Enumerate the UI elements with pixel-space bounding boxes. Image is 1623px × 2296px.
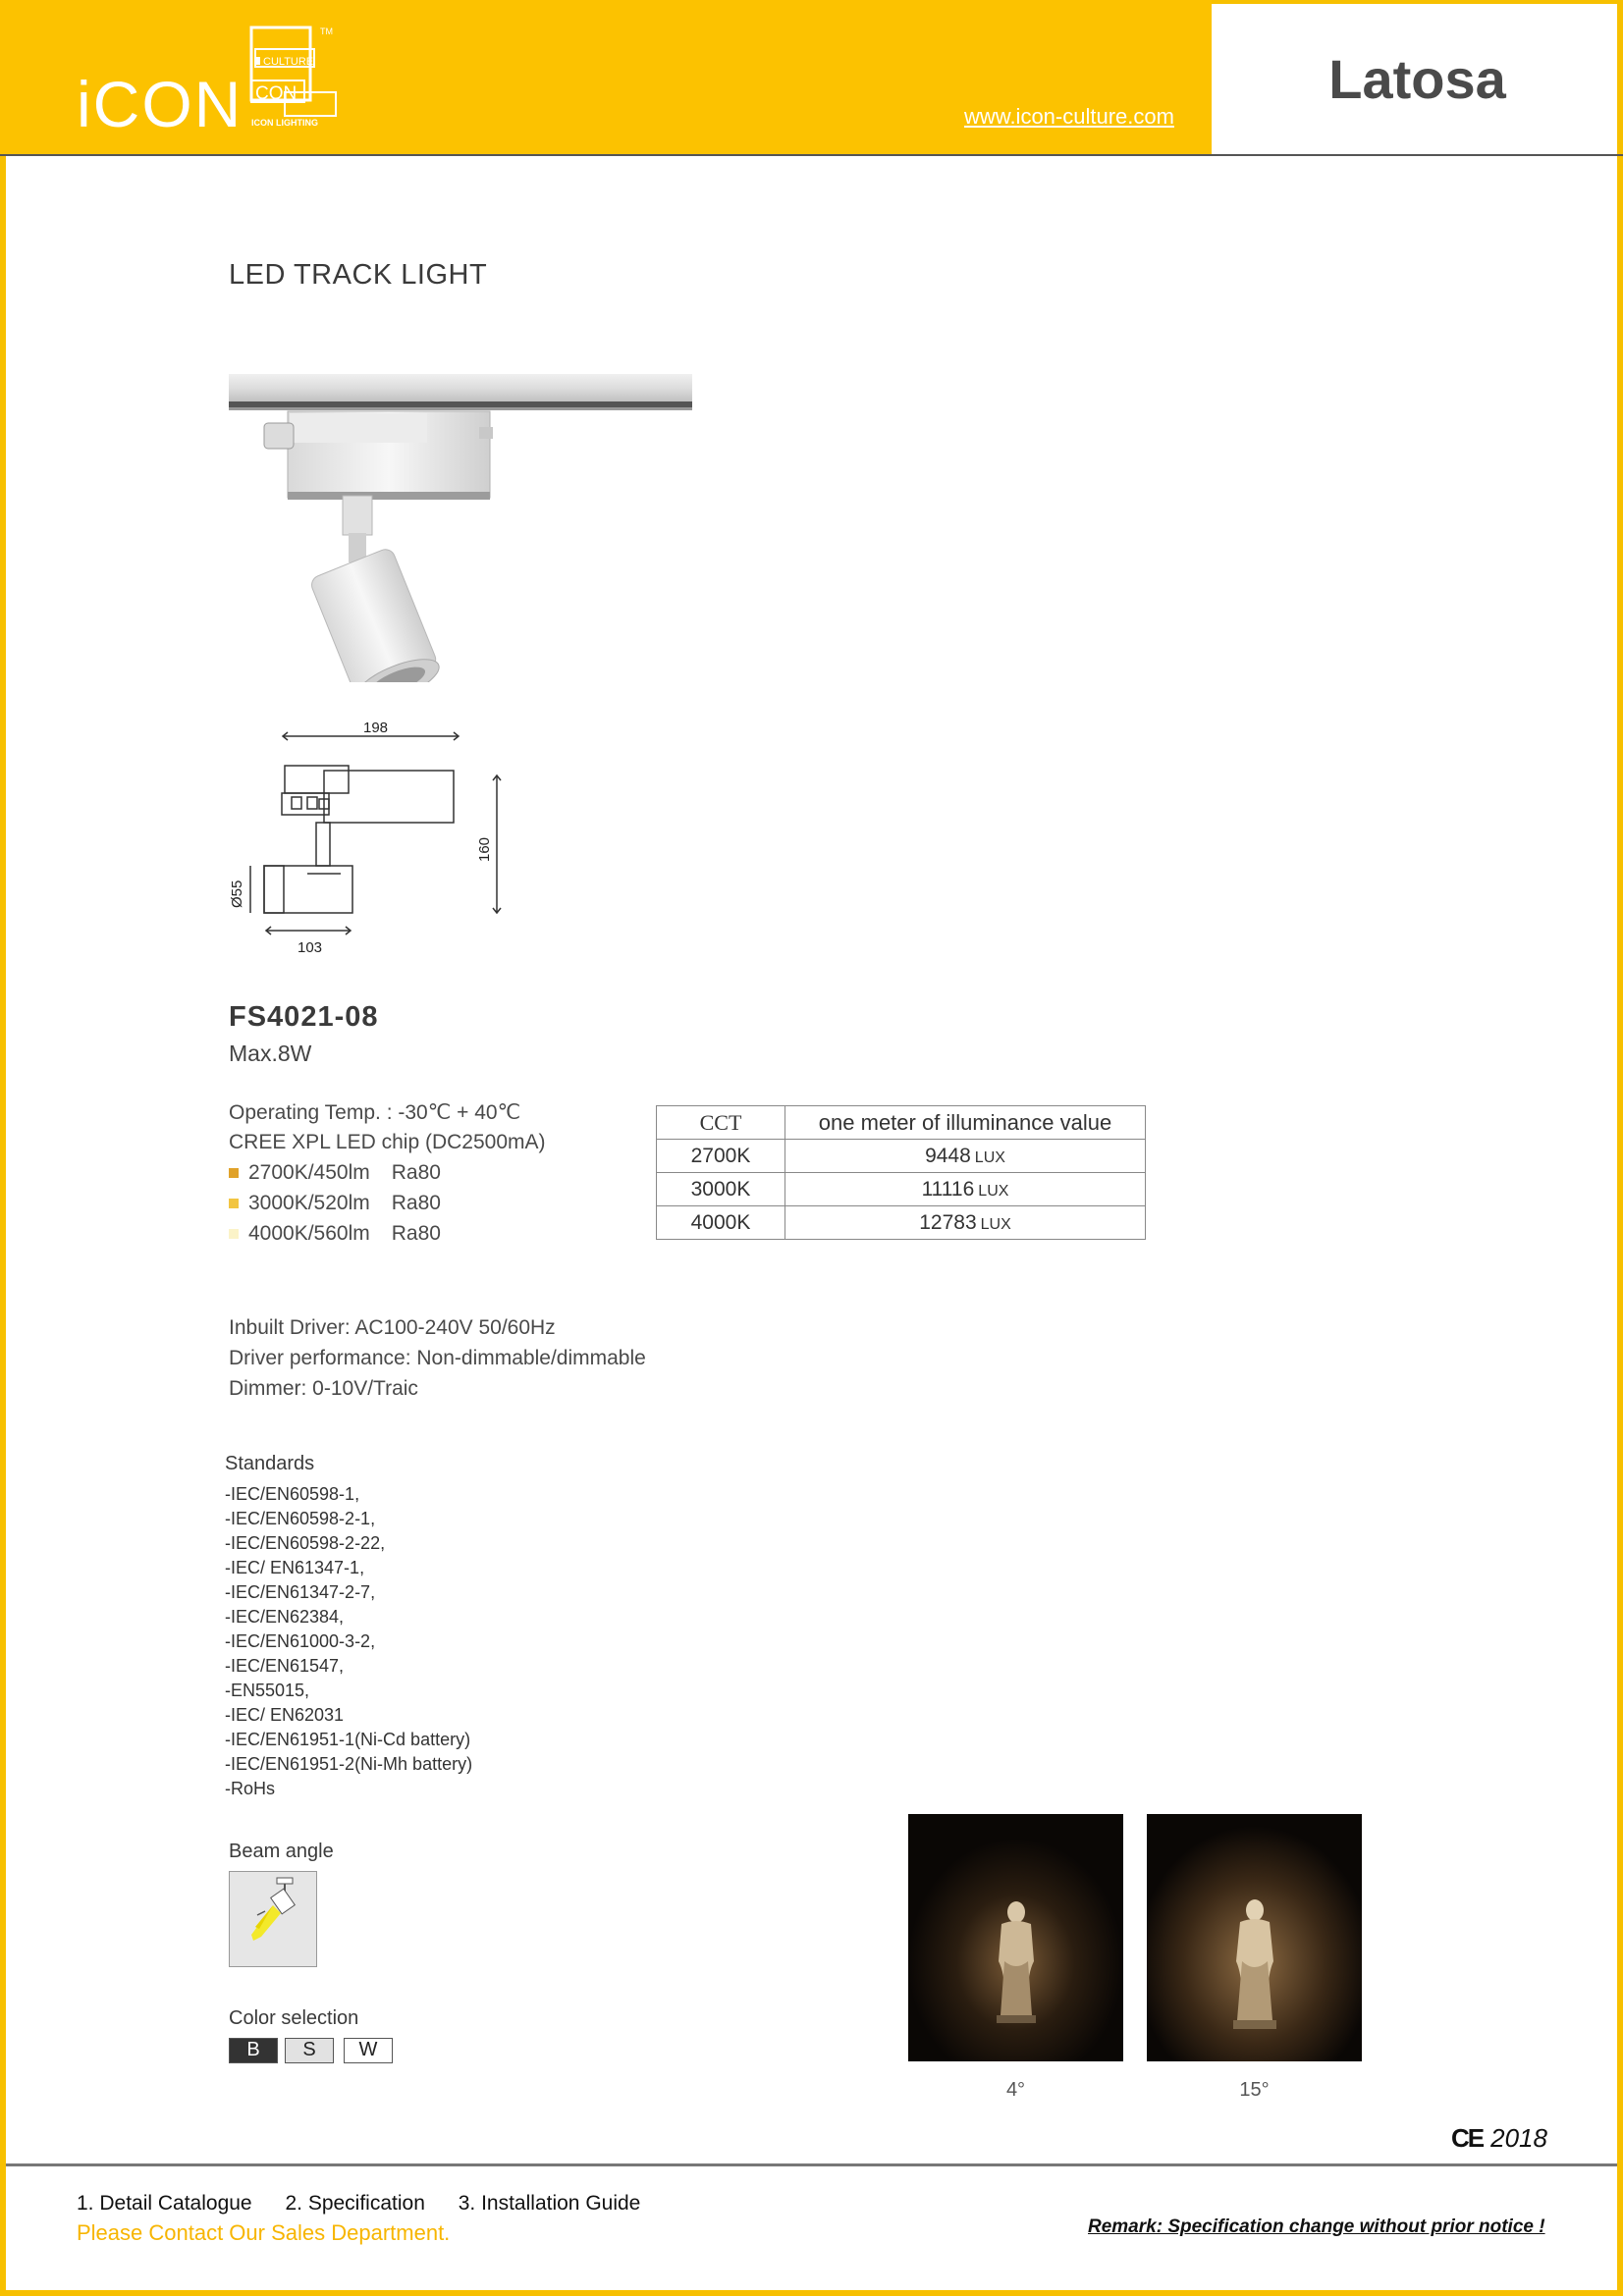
logo-tm: TM <box>320 27 333 36</box>
table-cell-cct: 3000K <box>657 1173 785 1206</box>
dimmer: Dimmer: 0-10V/Traic <box>229 1377 418 1400</box>
dim-height: 160 <box>476 836 493 862</box>
table-cell-cct: 2700K <box>657 1140 785 1173</box>
table-row <box>657 1140 1146 1173</box>
driver-performance: Driver performance: Non-dimmable/dimmable <box>229 1347 646 1369</box>
swatch-2700k <box>229 1168 239 1178</box>
table-row <box>657 1206 1146 1240</box>
dim-width: 198 <box>363 720 389 736</box>
beam-angle-label: Beam angle <box>229 1841 334 1862</box>
table-cell-value <box>785 1206 1146 1240</box>
list-item: -IEC/ EN62031 <box>225 1705 345 1725</box>
inbuilt-driver: Inbuilt Driver: AC100-240V 50/60Hz <box>229 1316 556 1339</box>
product-photo <box>229 368 700 682</box>
variant-cct: 4000K/560lm <box>248 1222 370 1245</box>
brand-name: Latosa <box>1328 48 1506 110</box>
logo-mark-sub: ICON LIGHTING <box>251 118 318 128</box>
illuminance-table <box>656 1105 1146 1240</box>
list-item: -EN55015, <box>225 1681 310 1700</box>
list-item: -IEC/EN60598-2-1, <box>225 1509 376 1528</box>
table-header-value: one meter of illuminance value <box>785 1106 1146 1140</box>
color-option-silver[interactable]: S <box>285 2038 334 2063</box>
variant-3000k <box>229 1192 441 1215</box>
certification <box>1451 2123 1547 2154</box>
footer-links <box>77 2192 668 2216</box>
variant-4000k <box>229 1222 441 1246</box>
led-chip: CREE XPL LED chip (DC2500mA) <box>229 1131 546 1153</box>
footer-link-catalogue[interactable]: 1. Detail Catalogue <box>77 2192 252 2215</box>
lux-unit: LUX <box>980 1215 1011 1233</box>
list-item: -IEC/EN61951-1(Ni-Cd battery) <box>225 1730 471 1749</box>
table-header-row <box>657 1106 1146 1140</box>
header-rule <box>0 154 1623 156</box>
logo-mark-top: CULTURE <box>263 56 314 68</box>
table-cell-cct: 4000K <box>657 1206 785 1240</box>
dim-diameter: Ø55 <box>229 880 245 908</box>
logo-text: iCON <box>77 68 243 140</box>
beam-angle-4: 4° <box>1005 2079 1026 2101</box>
dimension-drawing <box>221 717 545 962</box>
section-title: LED TRACK LIGHT <box>229 259 488 291</box>
model-number: FS4021-08 <box>229 1001 379 1033</box>
lux-unit: LUX <box>974 1148 1005 1166</box>
list-item: -IEC/EN61347-2-7, <box>225 1582 376 1602</box>
list-item: -IEC/EN61951-2(Ni-Mh battery) <box>225 1754 473 1774</box>
list-item: -IEC/EN61547, <box>225 1656 345 1676</box>
list-item: -IEC/EN62384, <box>225 1607 345 1627</box>
standards-title: Standards <box>225 1453 315 1474</box>
color-option-black[interactable]: B <box>229 2038 278 2063</box>
list-item: -IEC/EN60598-1, <box>225 1484 360 1504</box>
website-link[interactable]: www.icon-culture.com <box>964 104 1174 129</box>
list-item: -IEC/EN61000-3-2, <box>225 1631 376 1651</box>
list-item: -IEC/EN60598-2-22, <box>225 1533 386 1553</box>
color-option-white[interactable]: W <box>344 2038 393 2063</box>
list-item: -IEC/ EN61347-1, <box>225 1558 365 1577</box>
variant-ra: Ra80 <box>391 1192 441 1214</box>
lux-value: 12783 <box>919 1210 977 1234</box>
cert-year: 2018 <box>1490 2123 1547 2153</box>
variant-ra: Ra80 <box>391 1222 441 1245</box>
logo-mark-mid: CON <box>255 83 298 104</box>
logo-mark-icon <box>245 24 353 132</box>
remark-note: Remark: Specification change without prior notice ! <box>1088 2216 1545 2237</box>
color-selection-label: Color selection <box>229 2007 359 2029</box>
footer-link-installation[interactable]: 3. Installation Guide <box>458 2192 641 2215</box>
table-cell-value <box>785 1173 1146 1206</box>
list-item: -RoHs <box>225 1779 276 1798</box>
beam-photo-narrow <box>908 1814 1123 2061</box>
operating-temp: Operating Temp. : -30℃ + 40℃ <box>229 1101 521 1124</box>
variant-cct: 3000K/520lm <box>248 1192 370 1214</box>
variant-cct: 2700K/450lm <box>248 1161 370 1184</box>
swatch-4000k <box>229 1229 239 1239</box>
beam-angle-15: 15° <box>1239 2079 1270 2101</box>
lux-value: 9448 <box>925 1144 971 1167</box>
swatch-3000k <box>229 1199 239 1208</box>
beam-angle-box <box>229 1871 317 1967</box>
footer-link-specification[interactable]: 2. Specification <box>285 2192 425 2215</box>
power-rating: Max.8W <box>229 1041 312 1066</box>
standards-list <box>225 1482 472 1801</box>
variant-ra: Ra80 <box>391 1161 441 1184</box>
table-header-cct: CCT <box>657 1106 785 1140</box>
contact-note: Please Contact Our Sales Department. <box>77 2220 451 2245</box>
table-cell-value <box>785 1140 1146 1173</box>
ce-mark-icon: CE <box>1451 2123 1484 2153</box>
footer-rule <box>6 2163 1617 2166</box>
variant-2700k <box>229 1161 441 1185</box>
dim-length: 103 <box>298 939 323 956</box>
lux-value: 11116 <box>921 1177 975 1201</box>
table-row <box>657 1173 1146 1206</box>
lux-unit: LUX <box>978 1182 1009 1200</box>
beam-photo-wide <box>1147 1814 1362 2061</box>
beam-spotlight-icon <box>230 1872 316 1966</box>
